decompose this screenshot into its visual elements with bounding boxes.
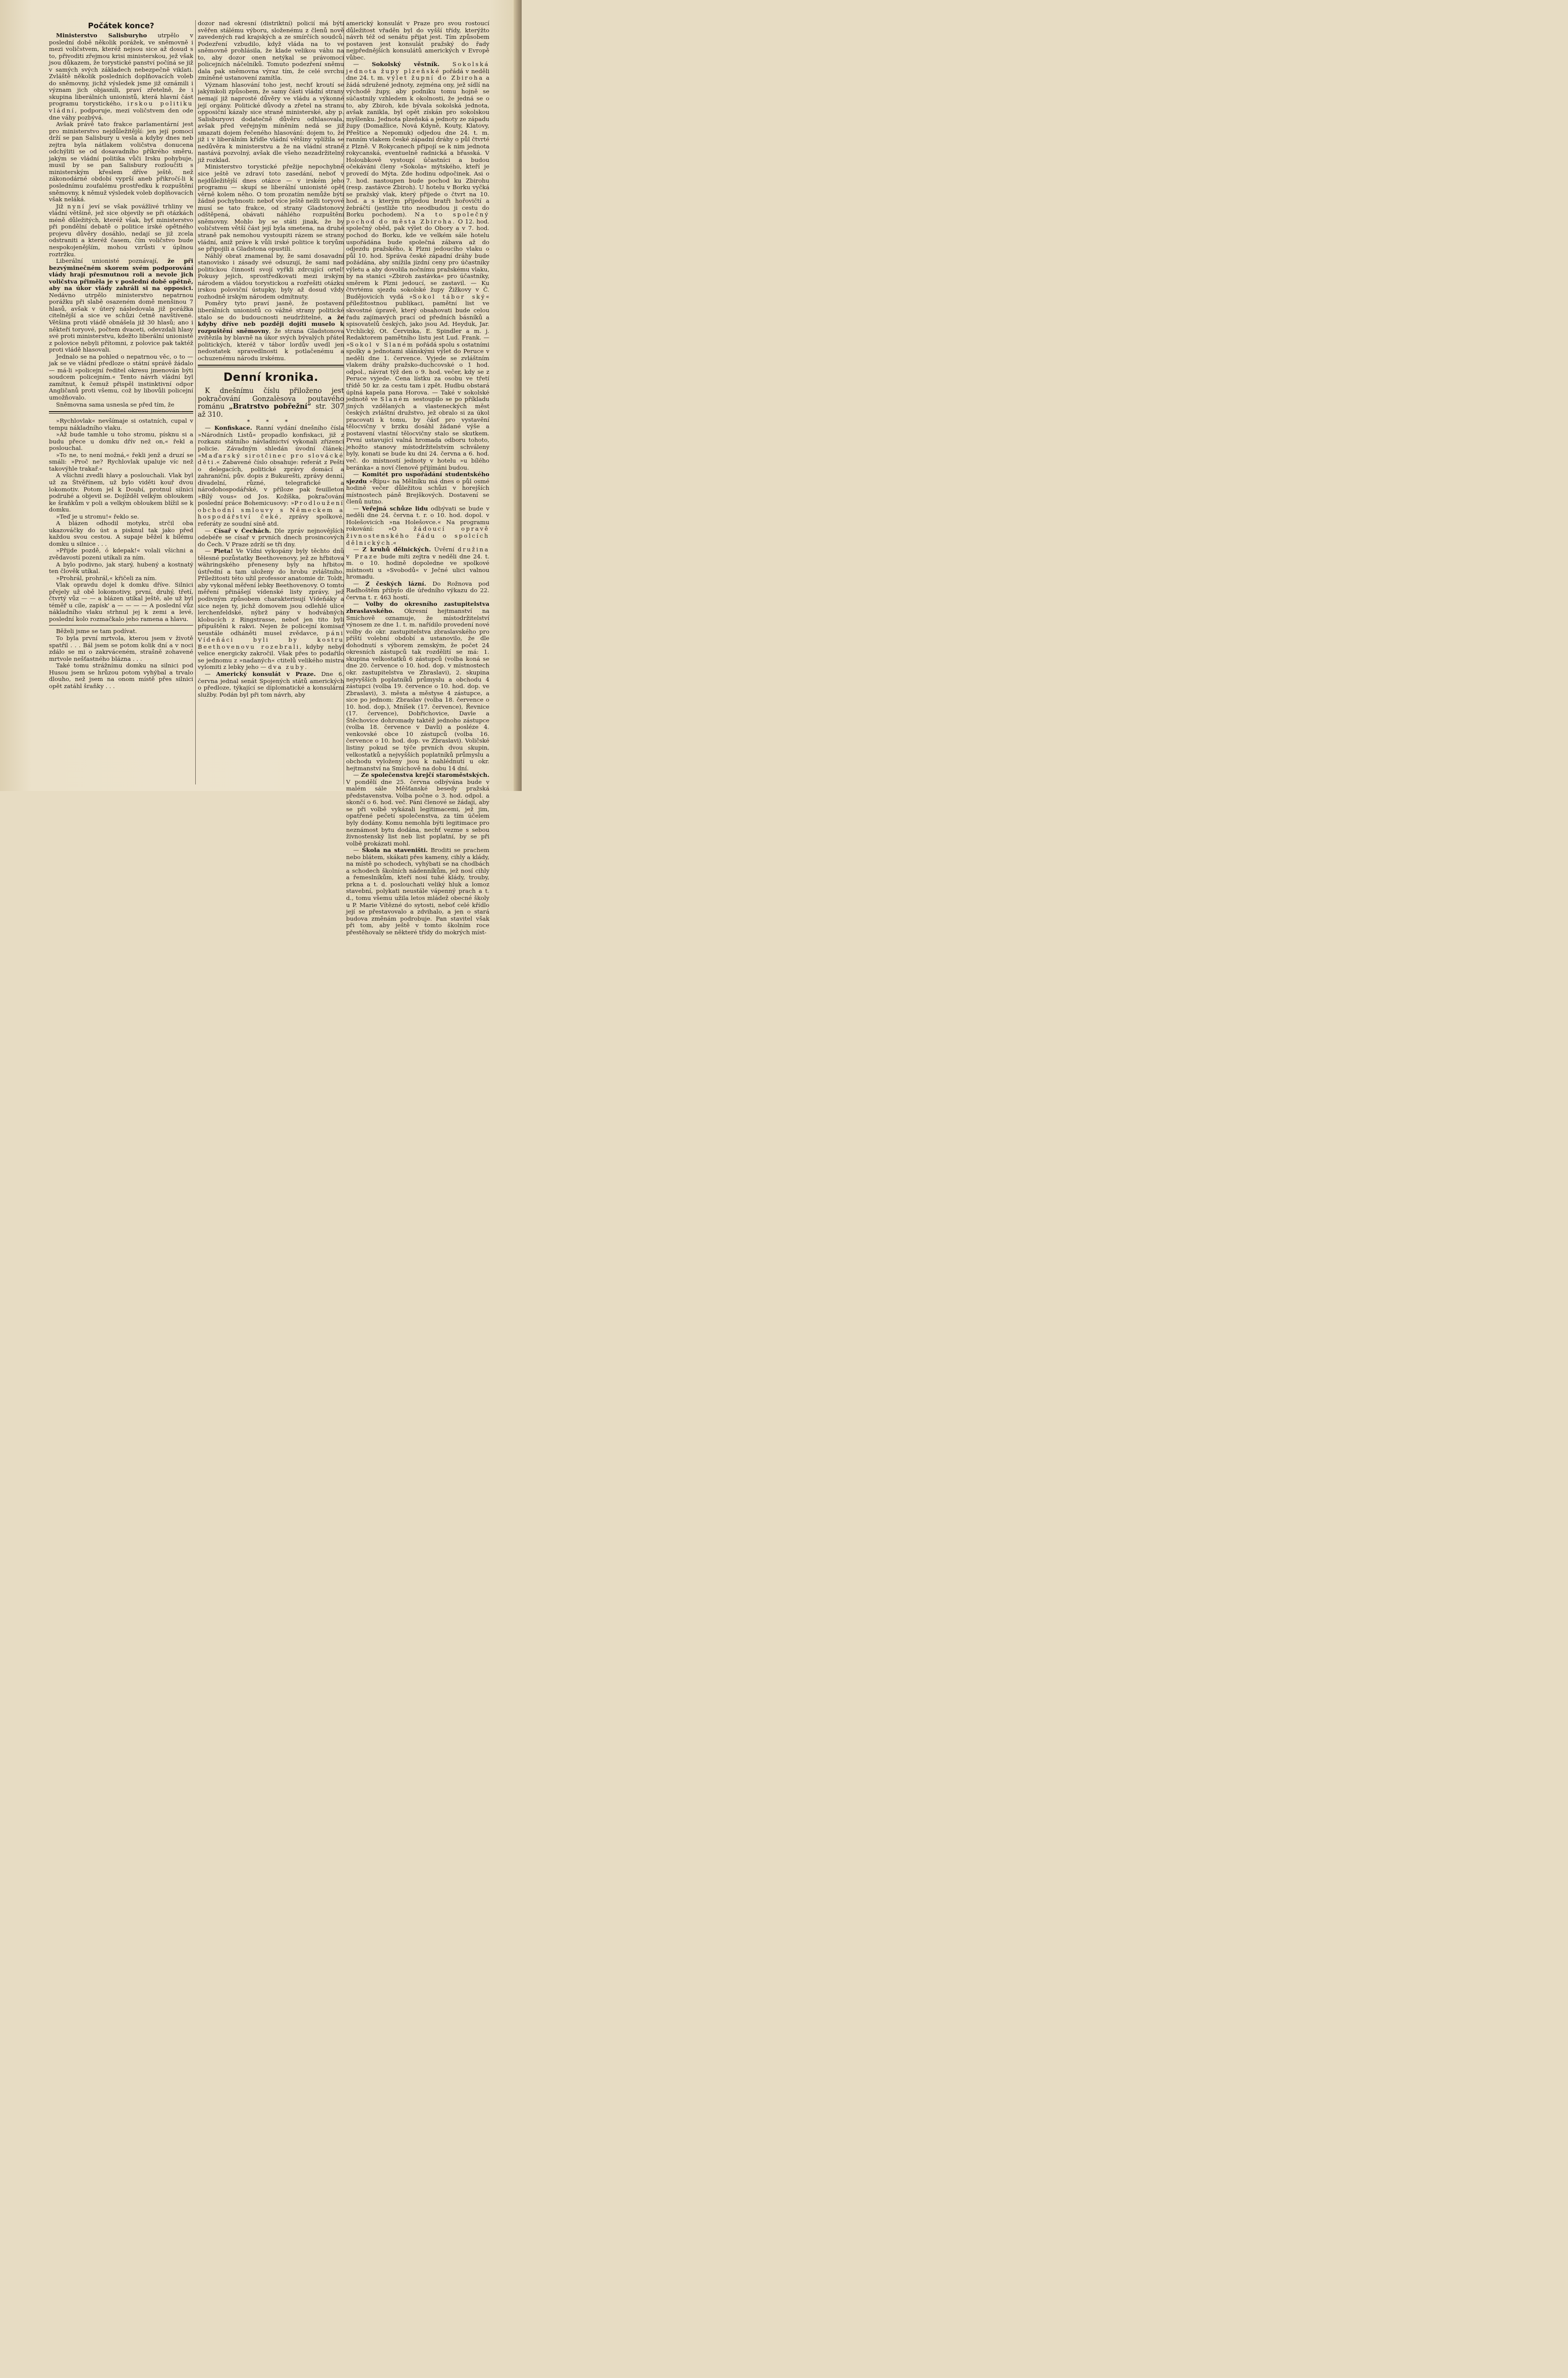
article-title: Počátek konce?	[88, 21, 154, 30]
feuilleton-paragraph: To byla první mrtvola, kterou jsem v životě spatřil . . . Bál jsem se potom kolik dní a v noci zdálo se mi o zakrváceném, strašně zohavené mrtvole nešťastného blázna . . .	[49, 635, 193, 662]
feuilleton-separator	[49, 411, 193, 414]
news-item: — Škola na staveništi. Broditi se prachem nebo blátem, skákati přes kameny, cihly a klády, na místě po schodech, vyhýbati se na chodbách a schodech školních nádenníkům, jež nosí cihly a řemeslníkům, kteří nosí tuhé klády, trouby, prkna a t. d. poslouchati veliký hluk a lomoz stavební, polykati neustále vápenný prach a t. d., tomu všemu užila letos mládež obecné školy u P. Marie Vítězné do sytosti, neboť celé křídlo její se přestavovalo a zdvihalo, a jen o stará budova změnám podrobuje. Pan stavitel však při tom, aby ještě v tomto školním roce přestěhovaly se některé třídy do mokrých míst-	[346, 846, 490, 936]
news-item: — Volby do okresního zastupitelstva zbraslavského. Okresní hejtmanství na Smíchově oznamuje, že místodržitelství výnosem ze dne 1. t. m. nařídilo provedení nové volby do okr. zastupitelstva zbraslavského pro příští volební období a ustanovilo, že dle dohodnutí s výborem zemským, že počet 24 okresních zástupců tak rozdělití se má: 1. skupina velkostatků 6 zástupců (volba koná se dne 20. července o 10. hod. dop. v místnostech okr. zastupitelstva ve Zbraslavi), 2. skupina nejvyšších poplatníků průmyslu a obchodu 4 zástupci (volba 19. července o 10. hod. dop. ve Zbraslavi), 3. města a městyse 4 zástupce, a sice po jednom: Zbraslav (volba 18. července o 10. hod. dop.), Mníšek (17. července), Řevnice (17. července), Dobřichovice, Davle a Štěchovice dohromady taktéž jednoho zástupce (volba 18. července v Davli) a posléze 4. venkovské obce 10 zástupců (volba 16. července o 10. hod. dop. ve Zbraslavi). Voličské listiny pokud se týče prvních dvou skupin, velkostatků a nejvyšších poplatníků průmyslu a obchodu vyloženy jsou k nahlédnutí u okr. hejtmanství na Smíchově na dobu 14 dní.	[346, 600, 490, 772]
paragraph: Ministerstvo Salisburyho utrpělo v poslední době několik porážek, ve sněmovně i mezi voličstvem, kteréž nejsou sice až dosud s to, přivoditi zřejmou krisi ministerskou, jež však jsou důkazem, že torystické panství počíná se již v samých svých základech nebezpečně viklati. Zvláště několik posledních doplňovacích voleb do sněmovny, jichž výsledek jsme již oznámili i význam jich objasnili, praví zřetelně, že i skupina liberálních unionistů, která hlavní část programu torystického, irskou politiku vládní, podporuje, mezi voličstvem den ode dne váhy pozbývá.	[49, 32, 194, 121]
feuilleton-paragraph: »Prohrál, prohrál,« křičeli za ním.	[56, 574, 157, 582]
paragraph: Náhlý obrat znamenal by, že sami dosavadní stanovisko i zásady své odsuzují, že sami nad politickou činností svojí vyřkli zdrcující ortel! Pokusy jejich, sprostředkovati mezi irským národem a vládou torystickou a rozřešiti otázku irskou poloviční ústupky, byly až dosud vždy rozhodně irským národem odmítnuty.	[198, 252, 344, 300]
paragraph: Liberální unionisté poznávají, že při bezvýminečném skorem svém podporování vlády hrají přesmutnou roli a nevole jich voličstva přiměla je v poslední době opětně, aby na úkor vlády zahráli si na opposici. Nedávno utrpělo ministerstvo nepatrnou porážku při slabě osazeném domě menšinou 7 hlasů, avšak v úterý následovala již porážka citelnější a sice ve schůzi četně navštívené. Většina proti vládě obnášela již 30 hlasů; ano i někteří toryové, počtem dvaceti, odevzdali hlasy své proti ministerstvu, kdežto liberální unionisté z polovice nebyli přítomni, z polovice pak taktéž proti vládě hlasovali.	[49, 257, 193, 354]
feuilleton-paragraph: A bylo podivno, jak starý, hubený a kostnatý ten člověk utíkal.	[49, 560, 193, 575]
page-edge	[514, 0, 522, 791]
paragraph: Avšak právě tato frakce parlamentární jest pro ministerstvo nejdůležitější: jen její pomocí drží se pan Salisbury u vesla a kdyby dnes neb zejtra byla nátlakem voličstva donucena odchýliti se od dosavadního příkrého směru, jakým se vládní politika vůči Irsku pohybuje, musil by se pan Salisbury rozloučiti s ministerským křeslem dříve ještě, než zákonodárné období vyprší aneb přikročí-li k poslednímu zoufalému prostředku k rozpuštění sněmovny, k němuž výsledek voleb doplňovacích však neláká.	[49, 121, 193, 203]
feuilleton-paragraph: »Teď je u stromu!« řeklo se.	[56, 513, 139, 520]
news-item: — Pieta! Ve Vídni vykopány byly těchto dnů tělesné pozůstatky Beethovenovy, jež ze hřbitova währingského přeneseny byly na hřbitov ústřední a tam uloženy do hrobu zvláštního. Příležitosti této užil professor anatomie dr. Toldt, aby vykonal měření lebky Beethovenovy. O tomto měření přinášejí vídenské listy zprávy, jež podivným způsobem charakterisují Vídeňáky a sice nejen ty, jichž domovem jsou odlehlé ulice lerchenfeldské, nýbrž pány v hodvábných klobucích z Ringstrasse, neboť jen tito byli připuštěni k rakvi. Nejen že policejní komisař neustále odháněti musel zvědavce, páni Vídeňáci byli by kostru Beethovenovu rozebrali, kdyby nebyl velice energicky zakročil. Však přes to podařilo se jednomu z »nadaných« ctitelů velikého mistra vylomiti z lebky jeho — dva zuby.	[198, 547, 345, 671]
news-item: — Konfiskace. Ranní vydání dnešního čísla »Národních Listů« propadlo konfiskaci, již z rozkazu státního návladnictví vykonali zřízenci policie. Závadným shledán úvodní článek: »Maďarský sirotčinec pro slovácké děti.« Zabavené číslo obsahuje: referát z Pešti o delegacích, politické zprávy domácí a zahraniční, pův. dopis z Bukurešti, zprávy denní, divadelní, různé, telegrafické a národohospodářské, v příloze pak feuilleton »Bílý vous« od Jos. Kožíška, pokračování poslední práce Bohemicusovy: »Prodloužení obchodní smlouvy s Německem a hospodářství čeké, zprávy spolkové, referáty ze soudní síně atd.	[198, 424, 345, 527]
feuilleton-paragraph: A blázen odhodil motyku, strčil oba ukazováčky do úst a pisknul tak jako před každou svou cestou. A supaje běžel k bílému domku u silnice . . .	[49, 520, 193, 547]
feuilleton-paragraph: Vlak opravdu dojel k domku dříve. Silnici přejely už obě lokomotivy, první, druhý, třetí, čtvrtý vůz — — a blázen utíkal ještě, ale už byl téměř u cíle, zapísk' a — — — — A poslední vůz nákladního vlaku strhnul jej k zemi a levé, poslední kolo rozmačkalo jeho ramena a hlavu.	[49, 581, 193, 622]
paragraph: Poměry tyto praví jasně, že postavení liberálních unionistů co vážné strany politické stalo se do budoucnosti neudržitelné, a že kdyby dříve neb později dojíti muselo k rozpuštění sněmovny, že strana Gladstonova zvítězila by blavně na úkor svých bývalých přátel politických, kteréž v tábor lordův uvedl jen nedostatek spravedlnosti k potlačenému a ochuzenému národu irskému.	[198, 300, 344, 362]
paragraph: americký konsulát v Praze pro svou rostoucí důležitost vřaděn byl do vyšší třídy, kterýžto návrh též od senátu přijat jest. Tím způsobem postaven jest konsulát pražský do řady nejpřednějších konsulátů amerických v Evropě vůbec.	[346, 20, 489, 61]
column-rule	[195, 20, 196, 784]
column-middle	[198, 20, 344, 787]
column-left	[49, 20, 193, 787]
news-item: — Veřejná schůze lidu odbývati se bude v neděli dne 24. června t. r. o 10. hod. dopol. v Holešovicích »na Holešovce.« Na programu rokování: »O žádoucí opravě živnostenského řádu o spolcích dělnických.«	[346, 504, 490, 546]
feuilleton-paragraph: »Až bude tamhle u toho stromu, písknu si a budu přece u domku dřív než on,« řekl a poslouchal.	[49, 431, 193, 452]
paragraph: Jednalo se na pohled o nepatrnou věc, o to — jak se ve vládní předloze o státní správě žádalo — má-li »policejní ředitel okresu jmenován býti soudcem policejním.« Tento návrh vládní byl zamítnut, k čemuž přispěl instinktivní odpor Angličanů proti všemu, což by libovůli policejní umožňovalo.	[49, 353, 193, 401]
feuilleton-paragraph: Běželi jsme se tam podívat.	[56, 628, 137, 635]
column-right	[346, 20, 490, 936]
section-title: Denní kronika.	[223, 371, 319, 384]
feuilleton-paragraph: »To ne, to není možná,« řekli jenž a druzí se smáli: »Proč ne? Rychlovlak upaluje víc než takovýhle trakař.«	[49, 451, 193, 472]
news-item: — Císař v Čechách. Dle zpráv nejnovějších odebéře se císař v prvních dnech prosincových do Čech. V Praze zdrží se tři dny.	[198, 527, 345, 548]
news-item: — Z českých lázní. Do Rožnova pod Radhoštěm přibylo dle úředního výkazu do 22. června t. r. 463 hostí.	[346, 580, 489, 601]
paragraph: Již nyní jeví se však povážlivé trhliny ve vládní většině, jež sice objevily se při otázkách méně důležitých, kteréž však, byť ministerstvo při pondělní debatě o politice irské opětného projevu důvěry dosáhlo, nedají se již zcela odstraniti a kteréž časem, čím voličstvo bude nespokojenějším, mohou vzrůsti v úplnou roztržku.	[49, 202, 193, 258]
news-item: — Sokolský věstník. Sokolská jednota župy plzeňské pořádá v neděli dne 24. t. m. výlet župní do Zbiroha a žádá sdružené jednoty, zejména ony, jež sídlí na východě župy, aby podniku tomu hojně se súčastnily vzhledem k okolnosti, že jedná se o to, aby Zbiroh, kde bývala sokolská jednota, avšak zanikla, byl opět získán pro sokolskou myšlenku. Jednota plzeňská a jednoty ze západu župy (Domažlice, Nová Kdyně, Kouty, Klatovy, Přeštice a Nepomuk) odjedou dne 24. t. m. ranním vlakem české západní dráhy o půl čtvrté z Plzně. V Rokycanech připojí se k nim jednota rokycanská, eventuelně radnická a břasská. V Holoubkově vystoupí účastníci a budou očekáváni členy »Sokola« mýtského, kteří je provedí do Mýta. Zde hodinu odpočinek. Asi o 7. hod. nastoupen bude pochod ku Zbirohu (resp. zastávce Zbiroh). U hotelu v Borku vyčká se pražský vlak, který přijede o čtvrt na 10. hod. a s kterým přijedou bratři hořovičtí a žebráčtí (jestliže tito neodbudou ji cestu do Borku pochodem). Na to společný pochod do města Zbiroha. O 12. hod. společný oběd, pak výlet do Obory a v 7. hod. pochod do Borku, kde ve velkém sále hotelu uspořádána bude společná zábava až do odjezdu pražského, k Plzni jedoucího vlaku o půl 10. hod. Správa české západní dráhy bude požádána, aby snížila jízdní ceny pro účastníky výletu a aby dovolila nočnímu pražskému vlaku, by na stanici »Zbiroh zastávka« pro účastníky, směrem k Plzni jedoucí, se zastavil. — Ku čtvrtému sjezdu sokolské župy Žižkovy v Č. Budějovicích vydá »Sokol tábor ský« příležitostnou publikaci, pamětní list ve skvostné úpravě, který obsahovati bude celou řadu zajímavých prací od předních básníků a spisovatelů českých, jako jsou Ad. Heyduk, Jar. Vrchlický, Ot. Červinka, E. Spindler a m. j. Redaktorem pamětního listu jest Lud. Frank. — »Sokol v Slaném pořádá spolu s ostatními spolky a jednotami slánskými výlet do Peruce v neděli dne 1. července. Vyjede se zvláštním vlakem dráhy pražsko-duchcovské o 1 hod. odpol., návrat týž den o 9. hod. večer, kdy se z Peruce vyjede. Cena lístku za osobu ve třetí třídě 50 kr. za cestu tam i zpět. Hudbu obstará úplná kapela pana Horova. — Také v sokolské jednotě ve Slaném sestoupilo se po příkladu jiných vzdělaných a vlasteneckých měst českých zvláštní družstvo, jež obralo si za úkol pracovati k tomu, by čásť pro vystavění tělocvičny v brzku dosáhl žádané výše a postavení vlastní tělocvičny stalo se skutkem. První ustavující valná hromada odboru tohoto, jehožto stanovy místodržitelstvím schváleny byly, konati se bude ku dni 24. června a 6. hod. več. do místností jednoty v hotelu »u bílého beránka« a noví členové přijímáni budou.	[346, 61, 490, 471]
news-item: — Komitét pro uspořádání studentského sjezdu »Řípu« na Mělníku má dnes o půl osmé hodině večer důležitou schůzi v horejších místnostech páně Brejškových. Dostavení se členů nutno.	[346, 471, 489, 505]
section-separator	[198, 365, 344, 367]
paragraph: Význam hlasování toho jest, nechť kroutí se jakýmkoli způsobem, že samy části vládní strany nemají již naprosté důvěry ve vládu a výkonné její orgány. Politické důvody a zřetel na stranu opposiční kázaly sice straně ministerské, aby p. Salisburyovi dodatečně důvěru odhlasovala, avšak před veřejným míněním nedá se již smazati dojem řečeného hlasování: dojem to, že již i v liberálním křídle vládní většiny vplížila se nedůvěra k ministerstvu a že na vládní straně nastává pozvolný, avšak dle všeho nezadržitelný již rozklad.	[198, 81, 344, 163]
news-item: — Z kruhů dělnických. Úvěrní družina v Praze bude míti zejtra v neděli dne 24. t. m. o 10. hodině dopoledne ve spolkové místnosti u »Svobodů« v Ječné ulici valnou hromadu.	[346, 546, 490, 581]
feuilleton-paragraph: »Přijde pozdě, ó kdepak!« volali všichni a zvědavostí pozeni utíkali za ním.	[49, 547, 193, 561]
paragraph: Ministerstvo torystické přežije nepochybně sice ještě ve zdraví toto zasedání, neboť v nejdůležitější dnes otázce — v irském jeho programu — skupí se liberální unionisté opět věrně kolem něho. O tom prozatím nemůže býti žádné pochybnosti: neboť více ještě nežli toryové musí se tato frakce, od strany Gladstonovy odštěpená, obávati náhlého rozpuštění sněmovny. Mohlo by se státi jinak, že by voličstvem větší část její byla smetena, na druhé straně pak nemohou vystoupiti rázem se strany vládní, aniž práve k vůli irské politice k toryům se připojili a Gladstona opustili.	[198, 163, 344, 253]
feuilleton-paragraph: Také tomu strážnímu domku na silnici pod Husou jsem se hrůzou potom vyhýbal a trvalo dlouho, než jsem na onom místě přes silnici opět zatáhl šraňky . . .	[49, 662, 193, 690]
news-item: — Americký konsulát v Praze. Dne 6. června jednal senát Spojených států amerických o předloze, týkající se diplomatické a konsulární služby. Podán byl při tom návrh, aby	[198, 670, 344, 698]
newspaper-page	[0, 0, 522, 936]
feuilleton-paragraph: »Rychlovlak« nevšímaje si ostatních, cupal v tempu nákladního vlaku.	[49, 417, 193, 431]
feuilleton-paragraph: A všichni zvedli hlavy a poslouchali. Vlak byl už za Štvěřínem, už bylo viděti kouř dvou lokomotiv. Potom jel k Doubí, protnul silnici podruhé a objevil se. Dojížděl velkým obloukem ke šraňkům v poli a velkým obloukem blížil se k domku.	[49, 472, 193, 514]
asterism: * * *	[247, 418, 295, 426]
paragraph: Sněmovna sama usnesla se před tím, že	[56, 401, 175, 408]
paragraph: dozor nad okresní (distriktní) policií má býti svěřen stálému výboru, složenému z členů nově zavedených rad krajských a ze smírčích soudců. Podezření vzbudilo, když vláda na to ve sněmovně prohlásila, že klade velikou váhu na to, aby dozor onen netýkal se právomoci policejních náčelníků. Tomuto podezření sněmu dala pak sněmovna výraz tím, že celé svrchu zmíněné ustanovení zamítla.	[198, 20, 344, 82]
lead-notice: K dnešnímu číslu přiloženo jest pokračování Gonzalèsova poutavého románu „Bratrstvo pobřežní“ str. 307 až 310.	[198, 387, 345, 419]
news-item: — Ze společenstva krejčí staroměstských. V pondělí dne 25. června odbývána bude v malém sále Měšťanské besedy pražská představenstva. Volba počne o 3. hod. odpol. a skončí o 6. hod. več. Páni členové se žádají, aby se při volbě vykázali legitimacemi, jež jim, opatřené pečetí společenstva, za tím účelem byly dodány. Komu nemohla býti legitimace pro neznámost bytu dodána, nechť vezme s sebou živnostenský list neb list poplatní, by se při volbě prokázati mohl.	[346, 771, 489, 847]
section-divider	[49, 625, 193, 626]
